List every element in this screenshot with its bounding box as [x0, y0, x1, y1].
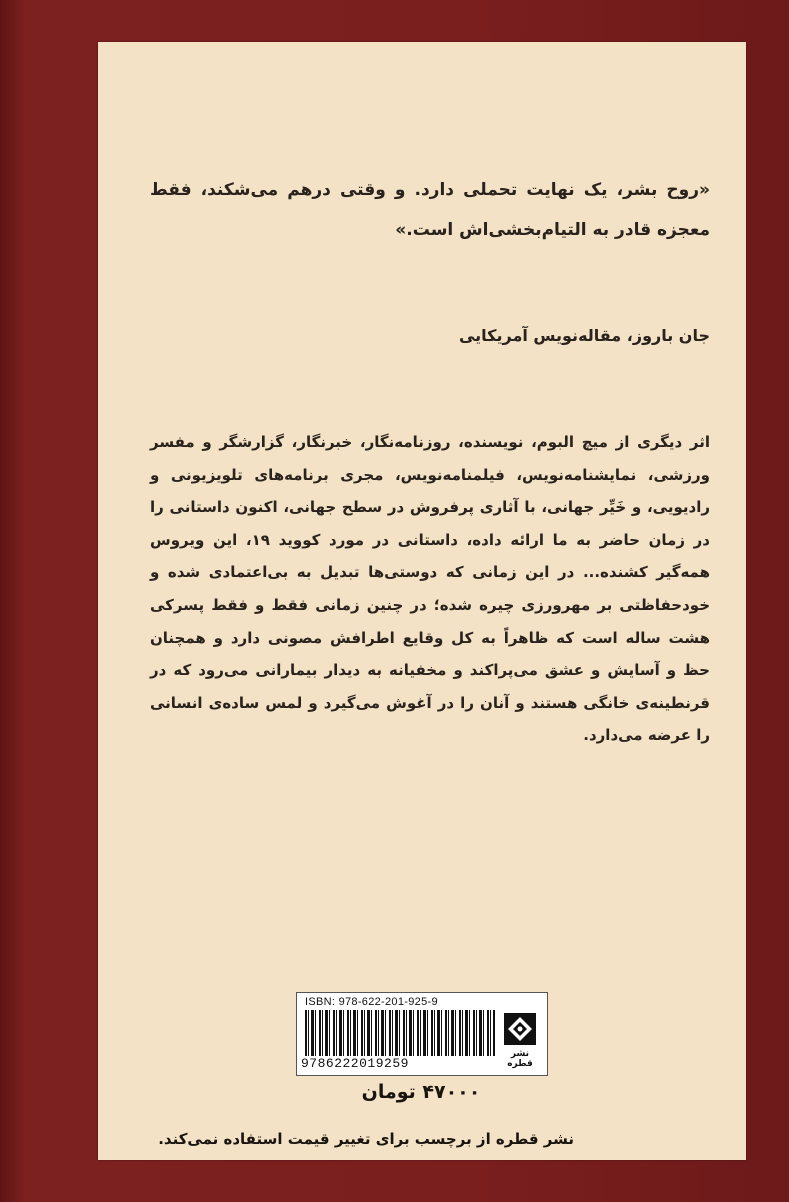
price-notice: نشر قطره از برچسب برای تغییر قیمت استفاده نمی‌کند.: [158, 1130, 574, 1148]
barcode-digits: 9786222019259: [301, 1056, 409, 1071]
barcode-bars: [305, 1010, 495, 1056]
book-description: اثر دیگری از میچ البوم، نویسنده، روزنامه‌نگار، خبرنگار، گزارشگر و مفسر ورزشی، نمایشنامه‌نویس، فیلمنامه‌نویس، مجری برنامه‌های تلویزیونی و رادیویی، و خَیِّر جهانی، با آثاری پرفروش در سطح جهانی، اکنون داستانی را در زمان حاضر به ما ارائه داده، داستانی در مورد کووید ۱۹، این ویروس همه‌گیر کشنده... در این زمانی که دوستی‌ها تبدیل به بی‌اعتمادی شده و خودحفاظتی بر مهرورزی چیره شده؛ در چنین زمانی فقط و فقط پسرکی هشت ساله است که ظاهراً به کل وقایع اطرافش مصونی دارد و همچنان حظ و آسایش و عشق می‌پراکند و مخفیانه به دیدار بیمارانی می‌رود که در قرنطینه‌ی خانگی هستند و آنان را در آغوش می‌گیرد و لمس ساده‌ی انسانی را عرضه می‌دارد.: [150, 433, 710, 745]
quote-author: جان باروز، مقاله‌نویس آمریکایی: [458, 326, 710, 345]
barcode-label: [296, 992, 548, 1076]
publisher-logo-icon: [504, 1013, 536, 1045]
price-label: ۴۷۰۰۰ تومان: [296, 1076, 546, 1110]
isbn-number: ISBN: 978-622-201-925-9: [305, 996, 438, 1008]
publisher-logo: [501, 1013, 539, 1071]
quote-text: «روح بشر، یک نهایت تحملی دارد. و وقتی درهم می‌شکند، فقط معجزه قادر به التیام‌بخشی‌اش است.»: [150, 180, 710, 240]
publisher-name: نشر قطره: [507, 1049, 533, 1069]
